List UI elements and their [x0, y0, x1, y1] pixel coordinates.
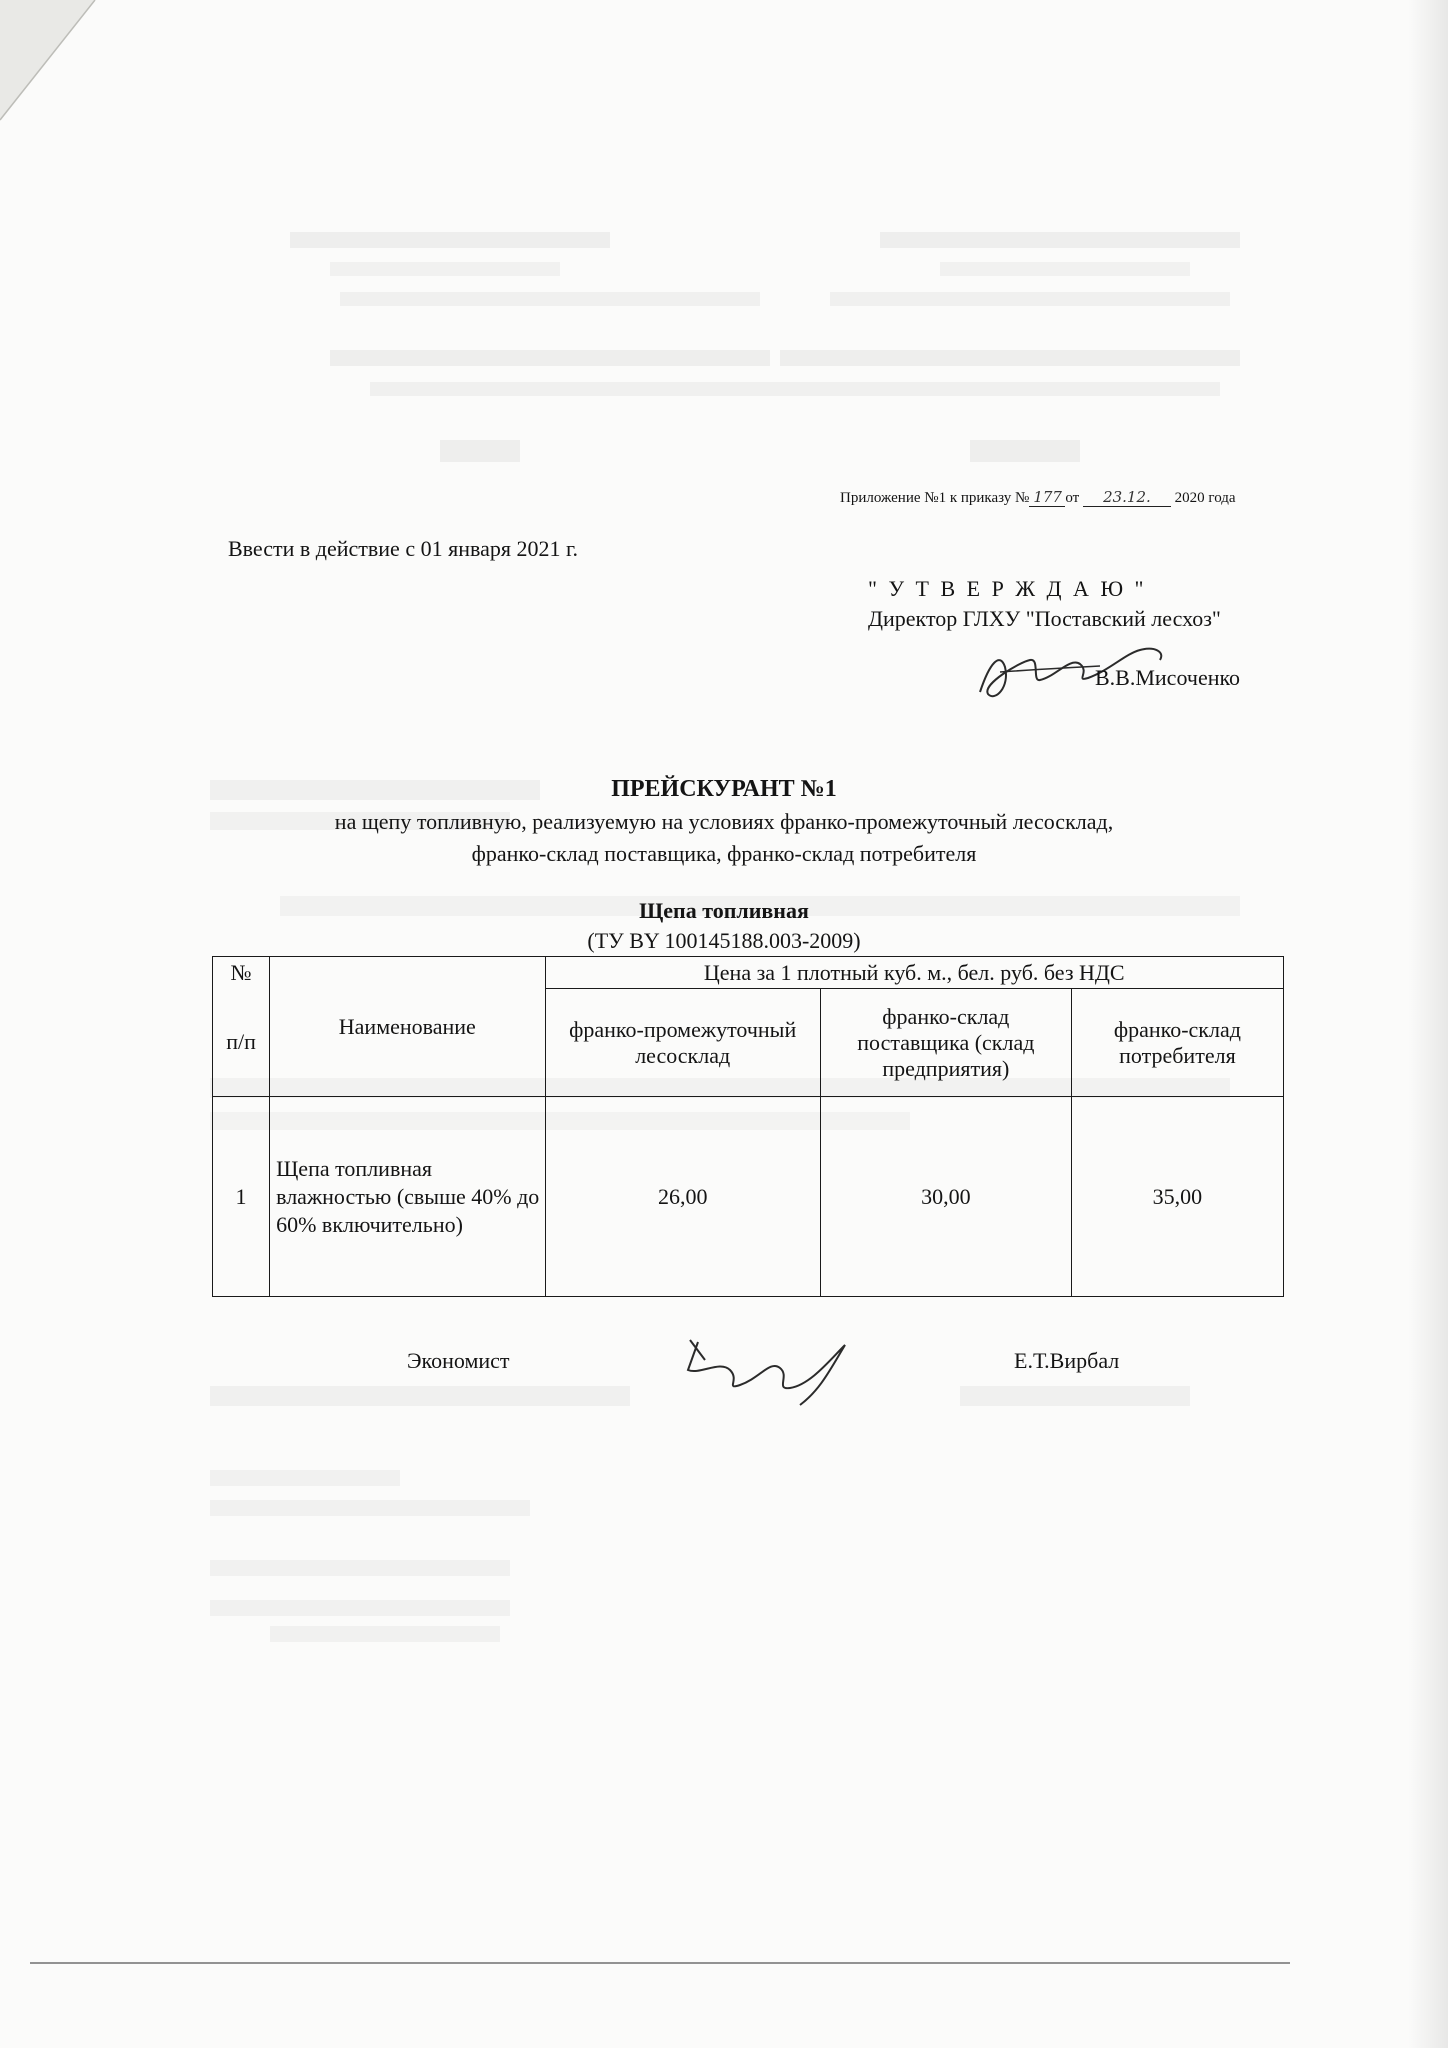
folded-corner: [0, 0, 140, 140]
header-price-intermediate: франко-промежуточный лесосклад: [545, 989, 820, 1097]
enactment-date: Ввести в действие с 01 января 2021 г.: [228, 536, 579, 561]
page-edge-shadow: [1408, 0, 1448, 2048]
economist-signature: [680, 1330, 880, 1410]
annex-prefix: Приложение №1 к приказу №: [840, 490, 1030, 506]
product-heading: Щепа топливная: [639, 898, 809, 923]
approval-block: [868, 574, 1238, 634]
signatory-name: Е.Т.Вирбал: [1014, 1348, 1120, 1373]
signatory-position: Экономист: [407, 1348, 510, 1373]
table-row: [213, 1097, 1284, 1297]
order-date: 23.12.: [1083, 488, 1171, 507]
annex-from: от: [1065, 490, 1080, 506]
document-title: ПРЕЙСКУРАНТ №1: [611, 776, 837, 802]
row-name: Щепа топливная влажностью (свыше 40% до 60% включительно): [270, 1097, 545, 1297]
row-number: 1: [213, 1097, 270, 1297]
order-number: 177: [1029, 488, 1065, 507]
bottom-edge-line: [30, 1962, 1290, 1964]
row-price-consumer: 35,00: [1071, 1097, 1283, 1297]
row-price-supplier: 30,00: [820, 1097, 1071, 1297]
header-number-bottom: п/п: [213, 989, 270, 1097]
header-price-supplier: франко-склад поставщика (склад предприятия): [820, 989, 1071, 1097]
document-subtitle-line1: на щепу топливную, реализуемую на условиях франко-промежуточный лесосклад,: [334, 809, 1114, 834]
approver-position: Директор ГЛХУ "Поставский лесхоз": [868, 606, 1221, 631]
annex-reference: [840, 488, 1236, 507]
header-number-top: №: [213, 957, 270, 989]
header-name: Наименование: [270, 957, 545, 1097]
approval-heading: " У Т В Е Р Ж Д А Ю ": [868, 576, 1147, 601]
approver-name: В.В.Мисоченко: [1095, 665, 1241, 690]
document-subtitle-line2: франко-склад поставщика, франко-склад потребителя: [471, 841, 977, 866]
table-header-row: [213, 957, 1284, 989]
header-price-consumer: франко-склад потребителя: [1071, 989, 1283, 1097]
row-price-intermediate: 26,00: [545, 1097, 820, 1297]
annex-suffix: 2020 года: [1174, 490, 1236, 506]
header-price-group: Цена за 1 плотный куб. м., бел. руб. без НДС: [545, 957, 1284, 989]
price-table: [212, 956, 1284, 1297]
product-spec: (ТУ BY 100145188.003-2009): [587, 928, 861, 953]
